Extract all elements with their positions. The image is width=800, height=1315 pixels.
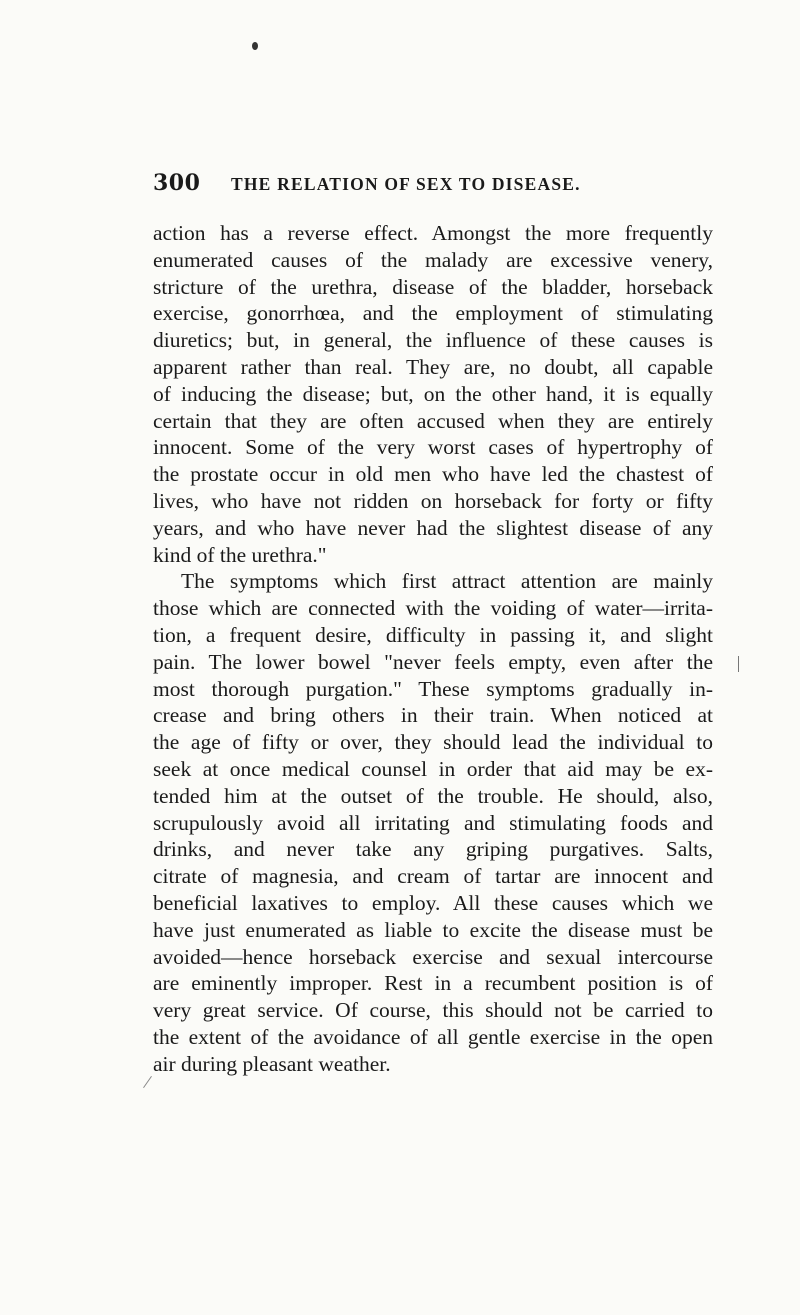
text-line: avoided—hence horseback exercise and sexual intercourse bbox=[153, 944, 713, 969]
text-line: pain. The lower bowel "never feels empty, even after the bbox=[153, 649, 713, 674]
text-line: drinks, and never take any griping purgatives. Salts, bbox=[153, 837, 713, 862]
body-text bbox=[153, 220, 713, 1078]
text-line: the age of fifty or over, they should lead the individual to bbox=[153, 730, 713, 755]
text-line: years, and who have never had the slightest disease of any bbox=[153, 515, 713, 540]
paragraph-start: The symptoms which first attract attention are mainly bbox=[181, 569, 713, 594]
text-line: seek at once medical counsel in order that aid may be ex- bbox=[153, 756, 713, 781]
text-line: action has a reverse effect. Amongst the more frequently bbox=[153, 221, 713, 245]
text-line: crease and bring others in their train. When noticed at bbox=[153, 703, 713, 728]
margin-mark bbox=[738, 656, 739, 672]
text-line: the prostate occur in old men who have led the chastest of bbox=[153, 462, 713, 487]
text-line: tion, a frequent desire, difficulty in passing it, and slight bbox=[153, 622, 713, 647]
text-line: those which are connected with the voiding of water—irrita- bbox=[153, 596, 713, 621]
margin-mark bbox=[143, 1076, 152, 1088]
text-line: apparent rather than real. They are, no doubt, all capable bbox=[153, 354, 713, 379]
text-line: most thorough purgation." These symptoms gradually in- bbox=[153, 676, 713, 701]
text-line: certain that they are often accused when they are entirely bbox=[153, 408, 713, 433]
page-header bbox=[153, 170, 713, 204]
text-line: very great service. Of course, this should not be carried to bbox=[153, 998, 713, 1023]
text-line: of inducing the disease; but, on the other hand, it is equally bbox=[153, 381, 713, 406]
text-line: have just enumerated as liable to excite the disease must be bbox=[153, 917, 713, 942]
text-line: tended him at the outset of the trouble. He should, also, bbox=[153, 783, 713, 808]
text-line: diuretics; but, in general, the influence of these causes is bbox=[153, 328, 713, 353]
text-line: stricture of the urethra, disease of the bladder, horseback bbox=[153, 274, 713, 299]
text-line: citrate of magnesia, and cream of tartar are innocent and bbox=[153, 864, 713, 889]
text-line: are eminently improper. Rest in a recumbent position is of bbox=[153, 971, 713, 996]
running-head: THE RELATION OF SEX TO DISEASE. bbox=[231, 174, 581, 194]
text-line: lives, who have not ridden on horseback for forty or fifty bbox=[153, 488, 713, 513]
text-line: air during pleasant weather. bbox=[153, 1051, 391, 1076]
ink-speck bbox=[252, 42, 258, 50]
text-line: the extent of the avoidance of all gentle exercise in the open bbox=[153, 1024, 713, 1049]
text-line: exercise, gonorrhœa, and the employment of stimulating bbox=[153, 301, 713, 326]
page-number: 300 bbox=[153, 170, 201, 196]
text-line: scrupulously avoid all irritating and stimulating foods and bbox=[153, 810, 713, 835]
text-line: kind of the urethra." bbox=[153, 542, 327, 567]
text-line: innocent. Some of the very worst cases of hypertrophy of bbox=[153, 435, 713, 460]
text-line: enumerated causes of the malady are excessive venery, bbox=[153, 247, 713, 272]
text-line: beneficial laxatives to employ. All these causes which we bbox=[153, 890, 713, 915]
